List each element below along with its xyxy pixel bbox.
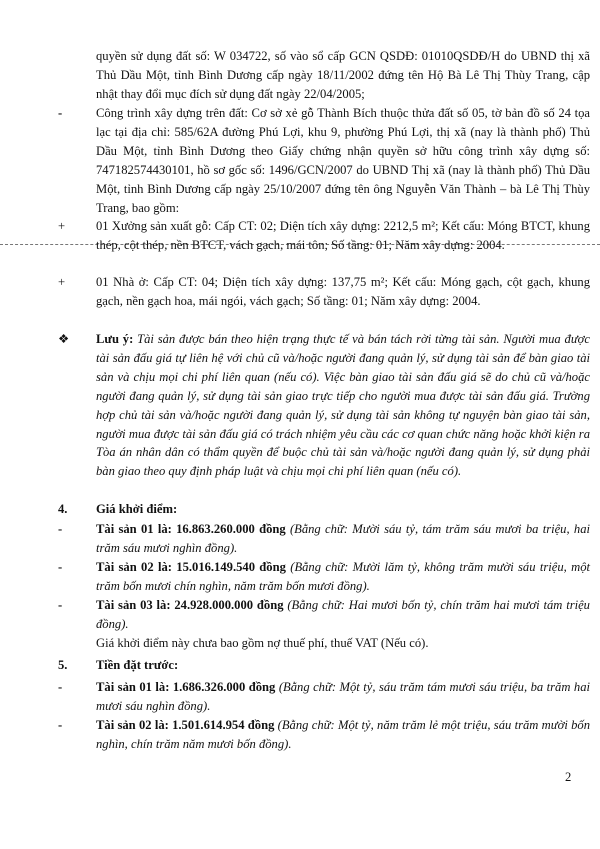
deposit-in-words: (Bằng chữ: Một tỷ, năm trăm lẻ một triệu, sáu trăm mười bốn nghìn, chín trăm năm mươi bốn đồng).	[96, 718, 590, 751]
land-certificate-text: quyền sử dụng đất số: W 034722, số vào sổ cấp GCN QSDĐ: 01010QSDĐ/H do UBND thị xã Thủ Dầu Một, tỉnh Bình Dương cấp ngày 18/11/2002 đứng tên Hộ Bà Lê Thị Thùy Trang, cập nhật thay đổi mục đích sử dụng đất ngày 22/04/2005;	[96, 49, 590, 101]
price-in-words: (Bằng chữ: Mười lăm tỷ, không trăm mười sáu triệu, một trăm bốn mươi chín nghìn, năm trăm bốn mươi đồng).	[96, 560, 590, 593]
deposit-item-1	[58, 678, 590, 716]
note-text: Tài sản được bán theo hiện trạng thực tế và bán tách rời từng tài sản. Người mua được tài sản đấu giá tự liên hệ với chủ cũ và/hoặc người đang quản lý, sử dụng tài sản để bàn giao tài sản và chịu mọi chi phí liên quan (nếu có). Việc bàn giao tài sản đấu giá sẽ do chủ cũ và/hoặc người đang quản lý, sử dụng tài sản giao trực tiếp cho người mua được tài sản đấu giá. Trường hợp chủ tài sản và/hoặc người đang quản lý, sử dụng tài sản không tự nguyện bàn giao tài sản, người mua được tài sản đấu giá có trách nhiệm yêu cầu các cơ quan chức năng hoặc khởi kiện ra Tòa án nhân dân có thẩm quyền để buộc chủ tài sản và/hoặc người đang quản lý, sử dụng phải bàn giao theo quy định pháp luật và chịu mọi chi phí liên quan (nếu có).	[96, 332, 590, 479]
construction-text: Công trình xây dựng trên đất: Cơ sở xẻ gỗ Thành Bích thuộc thửa đất số 05, tờ bản đồ số 24 tọa lạc tại địa chỉ: 585/62A đường Phú Lợi, khu 9, phường Phú Lợi, thị xã (nay là thành phố) Thủ Dầu Một, tỉnh Bình Dương theo Giấy chứng nhận quyền sở hữu công trình xây dựng số: 747182574430101, hồ sơ gốc số: 1496/GCN/2007 do UBND Thị xã (nay là thành phố) Thủ Dầu Một, tỉnh Bình Dương cấp ngày 25/10/2007 đứng tên ông Nguyễn Văn Thành – bà Lê Thị Thùy Trang, bao gồm:	[96, 106, 590, 215]
section-number: 4.	[58, 502, 68, 516]
deposit-in-words: (Bằng chữ: Một tỷ, sáu trăm tám mươi sáu triệu, ba trăm hai mươi sáu nghìn đồng).	[96, 680, 590, 713]
workshop-text: 01 Xưởng sản xuất gỗ: Cấp CT: 02; Diện tích xây dựng: 2212,5 m²; Kết cấu: Móng BTCT, khung thép, cột thép, nền BTCT, vách gạch, mái tôn; Số tầng: 01; Năm xây dựng: 2004.	[96, 219, 590, 252]
deposit-label: Tài sản 01 là: 1.686.326.000 đồng	[96, 680, 276, 694]
section-title: Tiền đặt trước:	[96, 658, 179, 672]
price-vat-note	[58, 634, 590, 653]
diamond-bullet-icon: ❖	[58, 332, 70, 346]
price-item-1	[58, 520, 590, 558]
house-text: 01 Nhà ở: Cấp CT: 04; Diện tích xây dựng: 137,75 m²; Kết cấu: Móng gạch, cột gạch, khung gạch, nền gạch hoa, mái ngói, vách gạch; Số tầng: 01; Năm xây dựng: 2004.	[96, 275, 590, 308]
paragraph-note	[58, 330, 590, 481]
dash-marker: -	[58, 718, 63, 732]
price-label: Tài sản 03 là: 24.928.000.000 đồng	[96, 598, 284, 612]
price-in-words: (Bằng chữ: Hai mươi bốn tỷ, chín trăm hai mươi tám triệu đồng).	[96, 598, 590, 631]
dash-marker: -	[58, 560, 63, 574]
section-heading-starting-price	[58, 500, 590, 519]
paragraph-workshop	[58, 217, 590, 255]
deposit-label: Tài sản 02 là: 1.501.614.954 đồng	[96, 718, 275, 732]
note-label: Lưu ý:	[96, 332, 134, 346]
plus-marker: +	[58, 219, 66, 233]
dash-marker: -	[58, 598, 63, 612]
price-item-2	[58, 558, 590, 596]
paragraph-construction	[58, 104, 590, 217]
section-title: Giá khởi điểm:	[96, 502, 178, 516]
paragraph-land-certificate	[58, 47, 590, 104]
page-number: 2	[565, 770, 572, 784]
price-label: Tài sản 02 là: 15.016.149.540 đồng	[96, 560, 286, 574]
price-in-words: (Bằng chữ: Mười sáu tỷ, tám trăm sáu mươi ba triệu, hai trăm sáu mươi nghìn đồng).	[96, 522, 590, 555]
price-item-3	[58, 596, 590, 634]
plus-marker: +	[58, 275, 66, 289]
paragraph-house	[58, 273, 590, 311]
price-label: Tài sản 01 là: 16.863.260.000 đồng	[96, 522, 286, 536]
dash-marker: -	[58, 522, 63, 536]
section-number: 5.	[58, 658, 68, 672]
section-heading-deposit	[58, 656, 590, 675]
dash-marker: -	[58, 680, 63, 694]
dash-marker: -	[58, 106, 63, 120]
deposit-item-2	[58, 716, 590, 754]
vat-note-text: Giá khởi điểm này chưa bao gồm nợ thuế phí, thuế VAT (Nếu có).	[96, 636, 429, 650]
